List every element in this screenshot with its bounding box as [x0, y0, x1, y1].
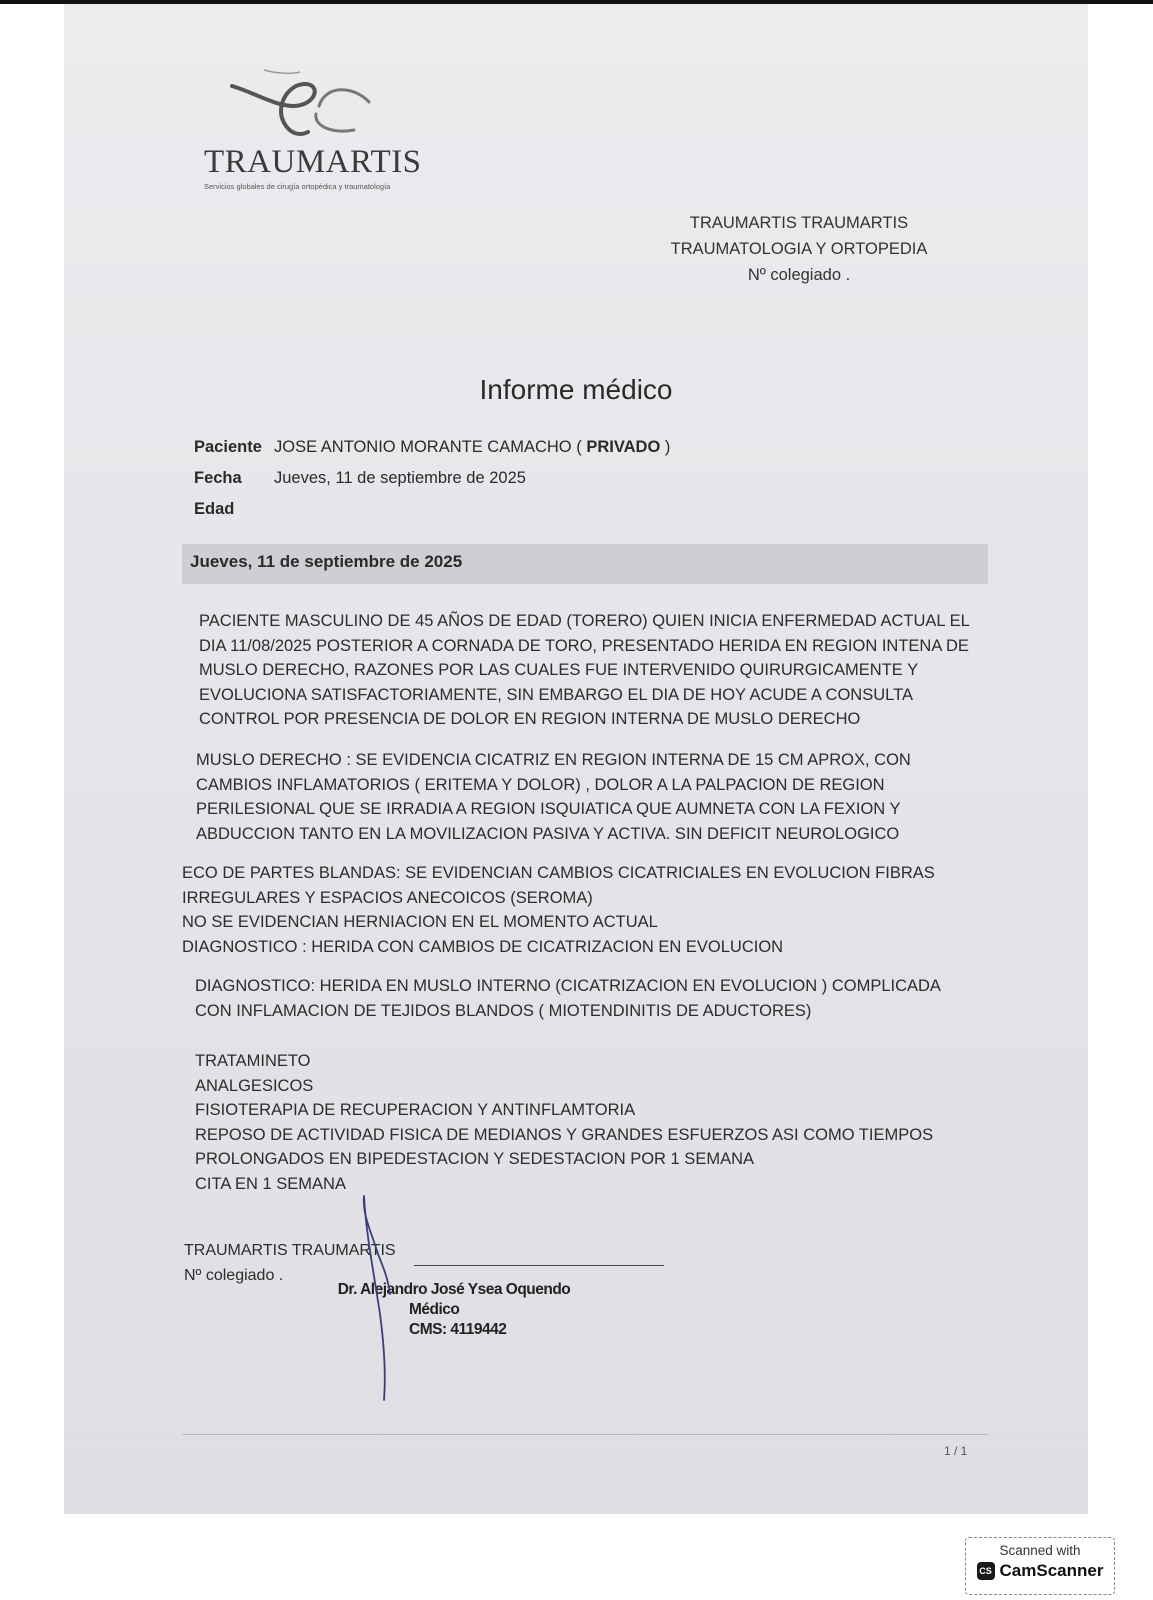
clinic-name: TRAUMARTIS TRAUMARTIS	[689, 214, 909, 232]
clinic-registration: Nº colegiado .	[747, 266, 851, 284]
logo-swoosh-icon	[204, 64, 404, 144]
diagnosis-paragraph: DIAGNOSTICO: HERIDA EN MUSLO INTERNO (CICATRIZACION EN EVOLUCION ) COMPLICADA CON INFLAMACION DE TEJIDOS BLANDOS ( MIOTENDINITIS DE ADUCTORES)	[195, 977, 941, 1020]
patient-label: Paciente	[194, 438, 262, 456]
page-number: 1 / 1	[944, 1444, 968, 1458]
visit-date-bar: Jueves, 11 de septiembre de 2025	[182, 544, 988, 584]
camscanner-name: CamScanner	[999, 1561, 1104, 1580]
patient-info	[194, 438, 670, 531]
document-title: Informe médico	[479, 374, 673, 405]
camscanner-brand	[966, 1561, 1114, 1581]
stamp-name: Dr. Alejandro José Ysea Oquendo	[337, 1281, 571, 1298]
patient-row	[194, 438, 670, 469]
history-paragraph: PACIENTE MASCULINO DE 45 AÑOS DE EDAD (TORERO) QUIEN INICIA ENFERMEDAD ACTUAL EL DIA 11/08/2025 POSTERIOR A CORNADA DE TORO, PRESENTADO HERIDA EN REGION INTENA DE MUSLO DERECHO, RAZONES POR LAS CUALES FUE INTERVENIDO QUIRURGICAMENTE Y EVOLUCIONA SATISFACTORIAMENTE, SIN EMBARGO EL DIA DE HOY ACUDE A CONSULTA CONTROL POR PRESENCIA DE DOLOR EN REGION INTERNA DE MUSLO DERECHO	[199, 612, 970, 728]
page-divider	[182, 1434, 988, 1435]
patient-status: PRIVADO	[586, 438, 661, 456]
patient-name: JOSE ANTONIO MORANTE CAMACHO (	[274, 438, 582, 456]
ultrasound-paragraph: ECO DE PARTES BLANDAS: SE EVIDENCIAN CAMBIOS CICATRICIALES EN EVOLUCION FIBRAS IRREGULARES Y ESPACIOS ANECOICOS (SEROMA) NO SE EVIDENCIAN HERNIACION EN EL MOMENTO ACTUAL DIAGNOSTICO : HERIDA CON CAMBIOS DE CICATRIZACION EN EVOLUCION	[182, 864, 935, 956]
clinic-header	[634, 210, 964, 288]
date-value: Jueves, 11 de septiembre de 2025	[274, 469, 526, 487]
stamp-cms: CMS: 4119442	[409, 1321, 507, 1338]
clinic-specialty: TRAUMATOLOGIA Y ORTOPEDIA	[670, 240, 928, 258]
logo-wordmark: TRAUMARTIS	[204, 144, 422, 180]
company-logo	[204, 64, 424, 191]
treatment-paragraph: TRATAMINETO ANALGESICOS FISIOTERAPIA DE RECUPERACION Y ANTINFLAMTORIA REPOSO DE ACTIVIDAD FISICA DE MEDIANOS Y GRANDES ESFUERZOS ASI COMO TIEMPOS PROLONGADOS EN BIPEDESTACION Y SEDESTACION POR 1 SEMANA CITA EN 1 SEMANA	[195, 1052, 934, 1193]
stamp-role: Médico	[409, 1301, 460, 1318]
scanned-with-label: Scanned with	[999, 1543, 1081, 1558]
footer-org: TRAUMARTIS TRAUMARTIS	[184, 1242, 396, 1259]
patient-close-paren: )	[660, 438, 671, 456]
date-label: Fecha	[194, 469, 242, 487]
patient-value	[274, 438, 670, 457]
date-row	[194, 469, 670, 500]
age-row	[194, 500, 670, 531]
footer-colegiado: Nº colegiado .	[184, 1267, 284, 1284]
camscanner-logo-icon: CS	[977, 1562, 995, 1580]
document-page	[64, 4, 1088, 1514]
handwritten-signature-icon	[344, 1194, 404, 1404]
signature-line	[414, 1265, 664, 1266]
exam-paragraph: MUSLO DERECHO : SE EVIDENCIA CICATRIZ EN REGION INTERNA DE 15 CM APROX, CON CAMBIOS INFLAMATORIOS ( ERITEMA Y DOLOR) , DOLOR A LA PALPACION DE REGION PERILESIONAL QUE SE IRRADIA A REGION ISQUIATICA QUE AUMNETA CON LA FEXION Y ABDUCCION TANTO EN LA MOVILIZACION PASIVA Y ACTIVA. SIN DEFICIT NEUROLOGICO	[196, 751, 911, 843]
camscanner-watermark	[965, 1537, 1115, 1595]
logo-tagline: Servicios globales de cirugía ortopédica y traumatología	[204, 182, 391, 191]
age-label: Edad	[194, 500, 235, 518]
